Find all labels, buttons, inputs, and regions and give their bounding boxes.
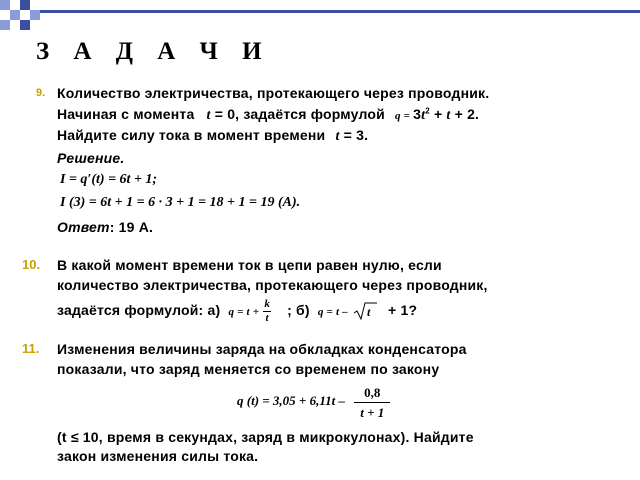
problem-9-equation-1: I = q′(t) = 6t + 1; (60, 172, 158, 187)
problem-9-line-3b: = 3. (343, 127, 369, 143)
problem-10-line-2: количество электричества, протекающего через проводник, (57, 277, 488, 293)
problem-11-formula (237, 379, 390, 423)
problem-10-line-3: задаётся формулой: а) q = t + $\frac{k}{t}$ ; б) q = t – t + 1? (57, 297, 418, 324)
problem-10-line-3a: задаётся формулой: а) (57, 302, 221, 318)
problem-11-line-2: показали, что заряд меняется со временем по закону (57, 361, 440, 377)
problem-9-solution-label: Решение. (57, 150, 125, 166)
problem-9-line-2b: = 0, задаётся формулой (214, 106, 385, 122)
problem-10-line-3c: + 1? (388, 302, 418, 318)
decorative-header-bar (0, 0, 640, 40)
problem-9-number: 9. (36, 87, 46, 99)
problem-9-line-2c: + 2. (454, 106, 480, 122)
problem-11-line-4: закон изменения силы тока. (57, 448, 259, 464)
page-title: З А Д А Ч И (36, 38, 271, 65)
problem-9-line-2: Начиная с момента t = 0, задаётся формулой $q = 3t^2 + t + 2$. (57, 106, 480, 123)
problem-9-equation-2: I (3) = 6t + 1 = 6 · 3 + 1 = 18 + 1 = 19 (А). (60, 195, 301, 210)
problem-9-line-1: Количество электричества, протекающего через проводник. (57, 85, 490, 101)
svg-text:t: t (366, 305, 371, 320)
sqrt-t-icon (352, 301, 378, 321)
problem-9-answer-label: Ответ (57, 219, 110, 235)
problem-9-answer (57, 219, 153, 235)
problem-9-line-3: Найдите силу тока в момент времени t = 3. (57, 127, 369, 144)
problem-10-line-1: В какой момент времени ток в цепи равен нулю, если (57, 257, 442, 273)
problem-10-number: 10. (22, 257, 41, 272)
problem-9-line-3a: Найдите силу тока в момент времени (57, 127, 326, 143)
problem-11-fraction (354, 383, 390, 422)
problem-11-formula-lhs: q (t) = 3,05 + 6,11t – (237, 393, 345, 408)
problem-11-fraction-numerator: 0,8 (354, 383, 390, 403)
fraction-k-over-t: $\frac{k}{t}$ (264, 297, 271, 324)
problem-11-number: 11. (22, 341, 40, 356)
problem-11-line-3: (t ≤ 10, время в секундах, заряд в микрокулонах). Найдите (57, 429, 474, 445)
problem-11-line-1: Изменения величины заряда на обкладках конденсатора (57, 341, 467, 357)
problem-9-line-2a: Начиная с момента (57, 106, 195, 122)
problem-10-line-3b: ; б) (287, 302, 310, 318)
problem-9-answer-value: : 19 А. (109, 219, 154, 235)
problem-11-fraction-denominator: t + 1 (360, 404, 385, 420)
